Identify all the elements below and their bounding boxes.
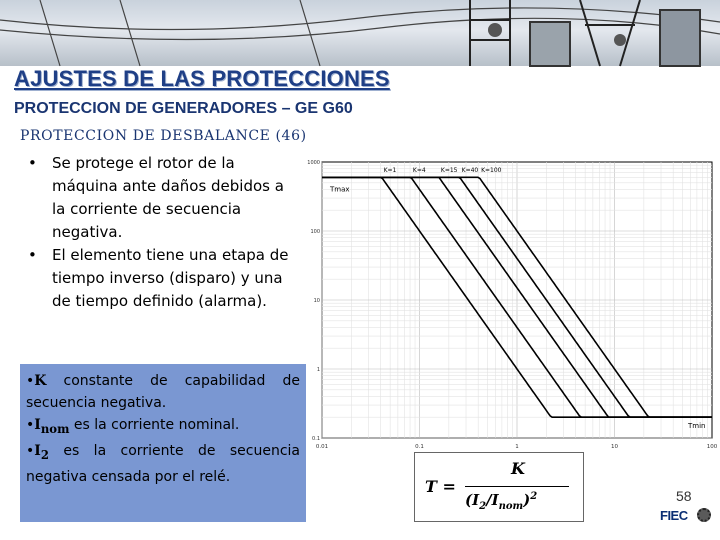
- bullet-item: • Se protege el rotor de la máquina ante daños debidos a la corriente de secuencia negativa.: [28, 152, 298, 244]
- y-tick-label: 1000: [307, 160, 320, 166]
- definition-i2: $•I_2$ es la corriente de secuencia negativa censada por el relé.: [26, 442, 300, 485]
- header-banner-photo: [0, 0, 720, 66]
- bullet-list: [28, 152, 298, 313]
- inom-definition-text: es la corriente nominal.: [69, 417, 240, 433]
- curve-label: K=4: [412, 167, 426, 174]
- fiec-logo: FIEC: [660, 508, 688, 523]
- i2-definition-text: es la corriente de secuencia negativa censada por el relé.: [26, 442, 300, 485]
- definition-inom: $•I_{nom}$ es la corriente nominal.: [26, 417, 240, 436]
- x-tick-label: 100: [706, 444, 718, 450]
- x-tick-label: 0.1: [415, 444, 424, 450]
- bullet-item: • El elemento tiene una etapa de tiempo inverso (disparo) y una de tiempo definido (alarma).: [28, 244, 298, 313]
- formula-box: [414, 452, 584, 522]
- inverse-time-curves-chart: [306, 154, 716, 450]
- y-tick-label: 10: [313, 298, 320, 304]
- curve-label: K=40: [461, 167, 479, 174]
- i2-symbol: I: [34, 442, 41, 459]
- tmin-label: Tmin: [688, 422, 706, 431]
- slide-subtitle: PROTECCION DE GENERADORES – GE G60: [14, 100, 353, 117]
- curve-label: K=15: [440, 167, 458, 174]
- page-number: 58: [676, 488, 692, 504]
- curve-label: K=1: [383, 167, 397, 174]
- section-heading: PROTECCION DE DESBALANCE (46): [20, 128, 307, 144]
- curve-label: K=100: [481, 167, 502, 174]
- i2-subscript: 2: [40, 447, 49, 462]
- x-tick-label: 10: [611, 444, 618, 450]
- k-symbol: K: [34, 373, 47, 389]
- definition-k: •K constante de capabilidad de secuencia negativa.: [26, 373, 300, 411]
- formula-denominator: $(I_2/I_{nom})^2$: [465, 491, 538, 512]
- formula-lhs: T =: [425, 477, 456, 496]
- gear-icon: [697, 508, 711, 522]
- definitions-box: [20, 364, 306, 522]
- inom-symbol: I: [34, 417, 41, 433]
- y-tick-label: 1: [316, 367, 320, 373]
- k-definition-text: constante de capabilidad de secuencia negativa.: [26, 373, 300, 411]
- fraction-bar: [465, 486, 569, 487]
- y-tick-label: 100: [310, 229, 320, 235]
- x-tick-label: 0.01: [315, 444, 329, 450]
- formula-numerator: K: [511, 459, 525, 478]
- slide-title: AJUSTES DE LAS PROTECCIONES: [14, 66, 390, 91]
- power-lines-illustration: [0, 0, 720, 66]
- x-tick-label: 1: [515, 444, 519, 450]
- tmax-label: Tmax: [330, 185, 350, 194]
- inom-subscript: nom: [40, 421, 70, 436]
- y-tick-label: 0.1: [312, 436, 320, 442]
